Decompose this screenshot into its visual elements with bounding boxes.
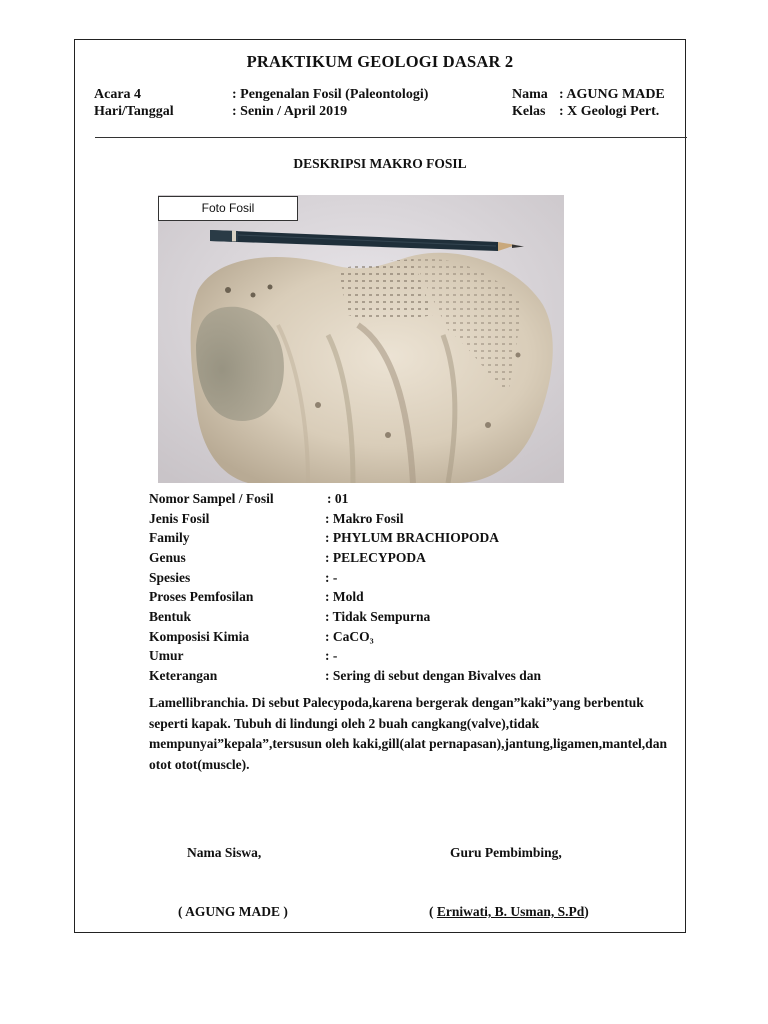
field-value: : Tidak Sempurna <box>325 609 431 624</box>
field-label: Family <box>149 530 190 545</box>
hari-label: Hari/Tanggal <box>94 104 174 119</box>
paren-open: ( <box>178 904 186 919</box>
hari-value: : Senin / April 2019 <box>232 104 348 119</box>
keterangan-description: Lamellibranchia. Di sebut Palecypoda,karena bergerak dengan”kaki”yang berbentuk seperti kapak. Tubuh di lindungi oleh 2 buah cangkang(valve),tidak mempunyai”kepala”,tersusun oleh kaki,gill(alat pernapasan),jantung,ligamen,mantel,dan otot otot(muscle). <box>149 695 667 772</box>
acara-value: : Pengenalan Fosil (Paleontologi) <box>232 87 429 102</box>
field-label: Genus <box>149 550 186 565</box>
field-value: : Mold <box>325 589 364 604</box>
section-title: DESKRIPSI MAKRO FOSIL <box>293 156 467 171</box>
paren-close: ) <box>584 904 589 919</box>
nama-value: : AGUNG MADE <box>559 87 665 102</box>
document-sheet <box>74 39 686 933</box>
field-label: Umur <box>149 648 184 663</box>
paren-close: ) <box>280 904 288 919</box>
header-divider <box>95 137 687 138</box>
teacher-name: Erniwati, B. Usman, S.Pd <box>436 904 585 919</box>
student-signature-label: Nama Siswa, <box>187 845 262 860</box>
field-label: Jenis Fosil <box>149 511 210 526</box>
field-value: : PHYLUM BRACHIOPODA <box>325 530 499 545</box>
teacher-signature-label: Guru Pembimbing, <box>450 845 562 860</box>
field-label: Spesies <box>149 570 191 585</box>
field-jenis-fosil <box>149 511 404 527</box>
student-name: AGUNG MADE <box>185 904 281 919</box>
field-value: : PELECYPODA <box>325 550 426 565</box>
field-umur <box>149 648 338 664</box>
kelas-value: : X Geologi Pert. <box>559 104 660 119</box>
field-label: Keterangan <box>149 668 218 683</box>
field-spesies <box>149 570 338 586</box>
page-title: PRAKTIKUM GEOLOGI DASAR 2 <box>246 52 514 71</box>
field-value: : CaCO₃ <box>325 629 374 644</box>
fossil-shell-icon <box>191 253 553 483</box>
acara-label: Acara 4 <box>94 87 142 102</box>
field-label: Komposisi Kimia <box>149 629 250 644</box>
field-value: : - <box>325 570 338 585</box>
field-label: Bentuk <box>149 609 192 624</box>
field-value: : Makro Fosil <box>325 511 404 526</box>
field-genus <box>149 550 426 566</box>
fossil-photo <box>158 195 564 483</box>
field-value: : 01 <box>327 491 349 506</box>
student-name-line <box>178 904 288 920</box>
nama-label: Nama <box>512 87 548 102</box>
field-bentuk <box>149 609 431 625</box>
field-komposisi-kimia <box>149 629 374 645</box>
teacher-name-line <box>429 904 589 920</box>
field-label: Nomor Sampel / Fosil <box>149 491 274 506</box>
paren-open: ( <box>429 904 437 919</box>
field-keterangan <box>149 668 542 684</box>
kelas-label: Kelas <box>512 104 546 119</box>
field-value: : Sering di sebut dengan Bivalves dan <box>325 668 542 683</box>
field-value: : - <box>325 648 338 663</box>
field-proses-pemfosilan <box>149 589 364 605</box>
photo-label: Foto Fosil <box>158 196 298 221</box>
field-label: Proses Pemfosilan <box>149 589 254 604</box>
field-nomor-sampel <box>149 491 349 507</box>
field-family <box>149 530 499 546</box>
